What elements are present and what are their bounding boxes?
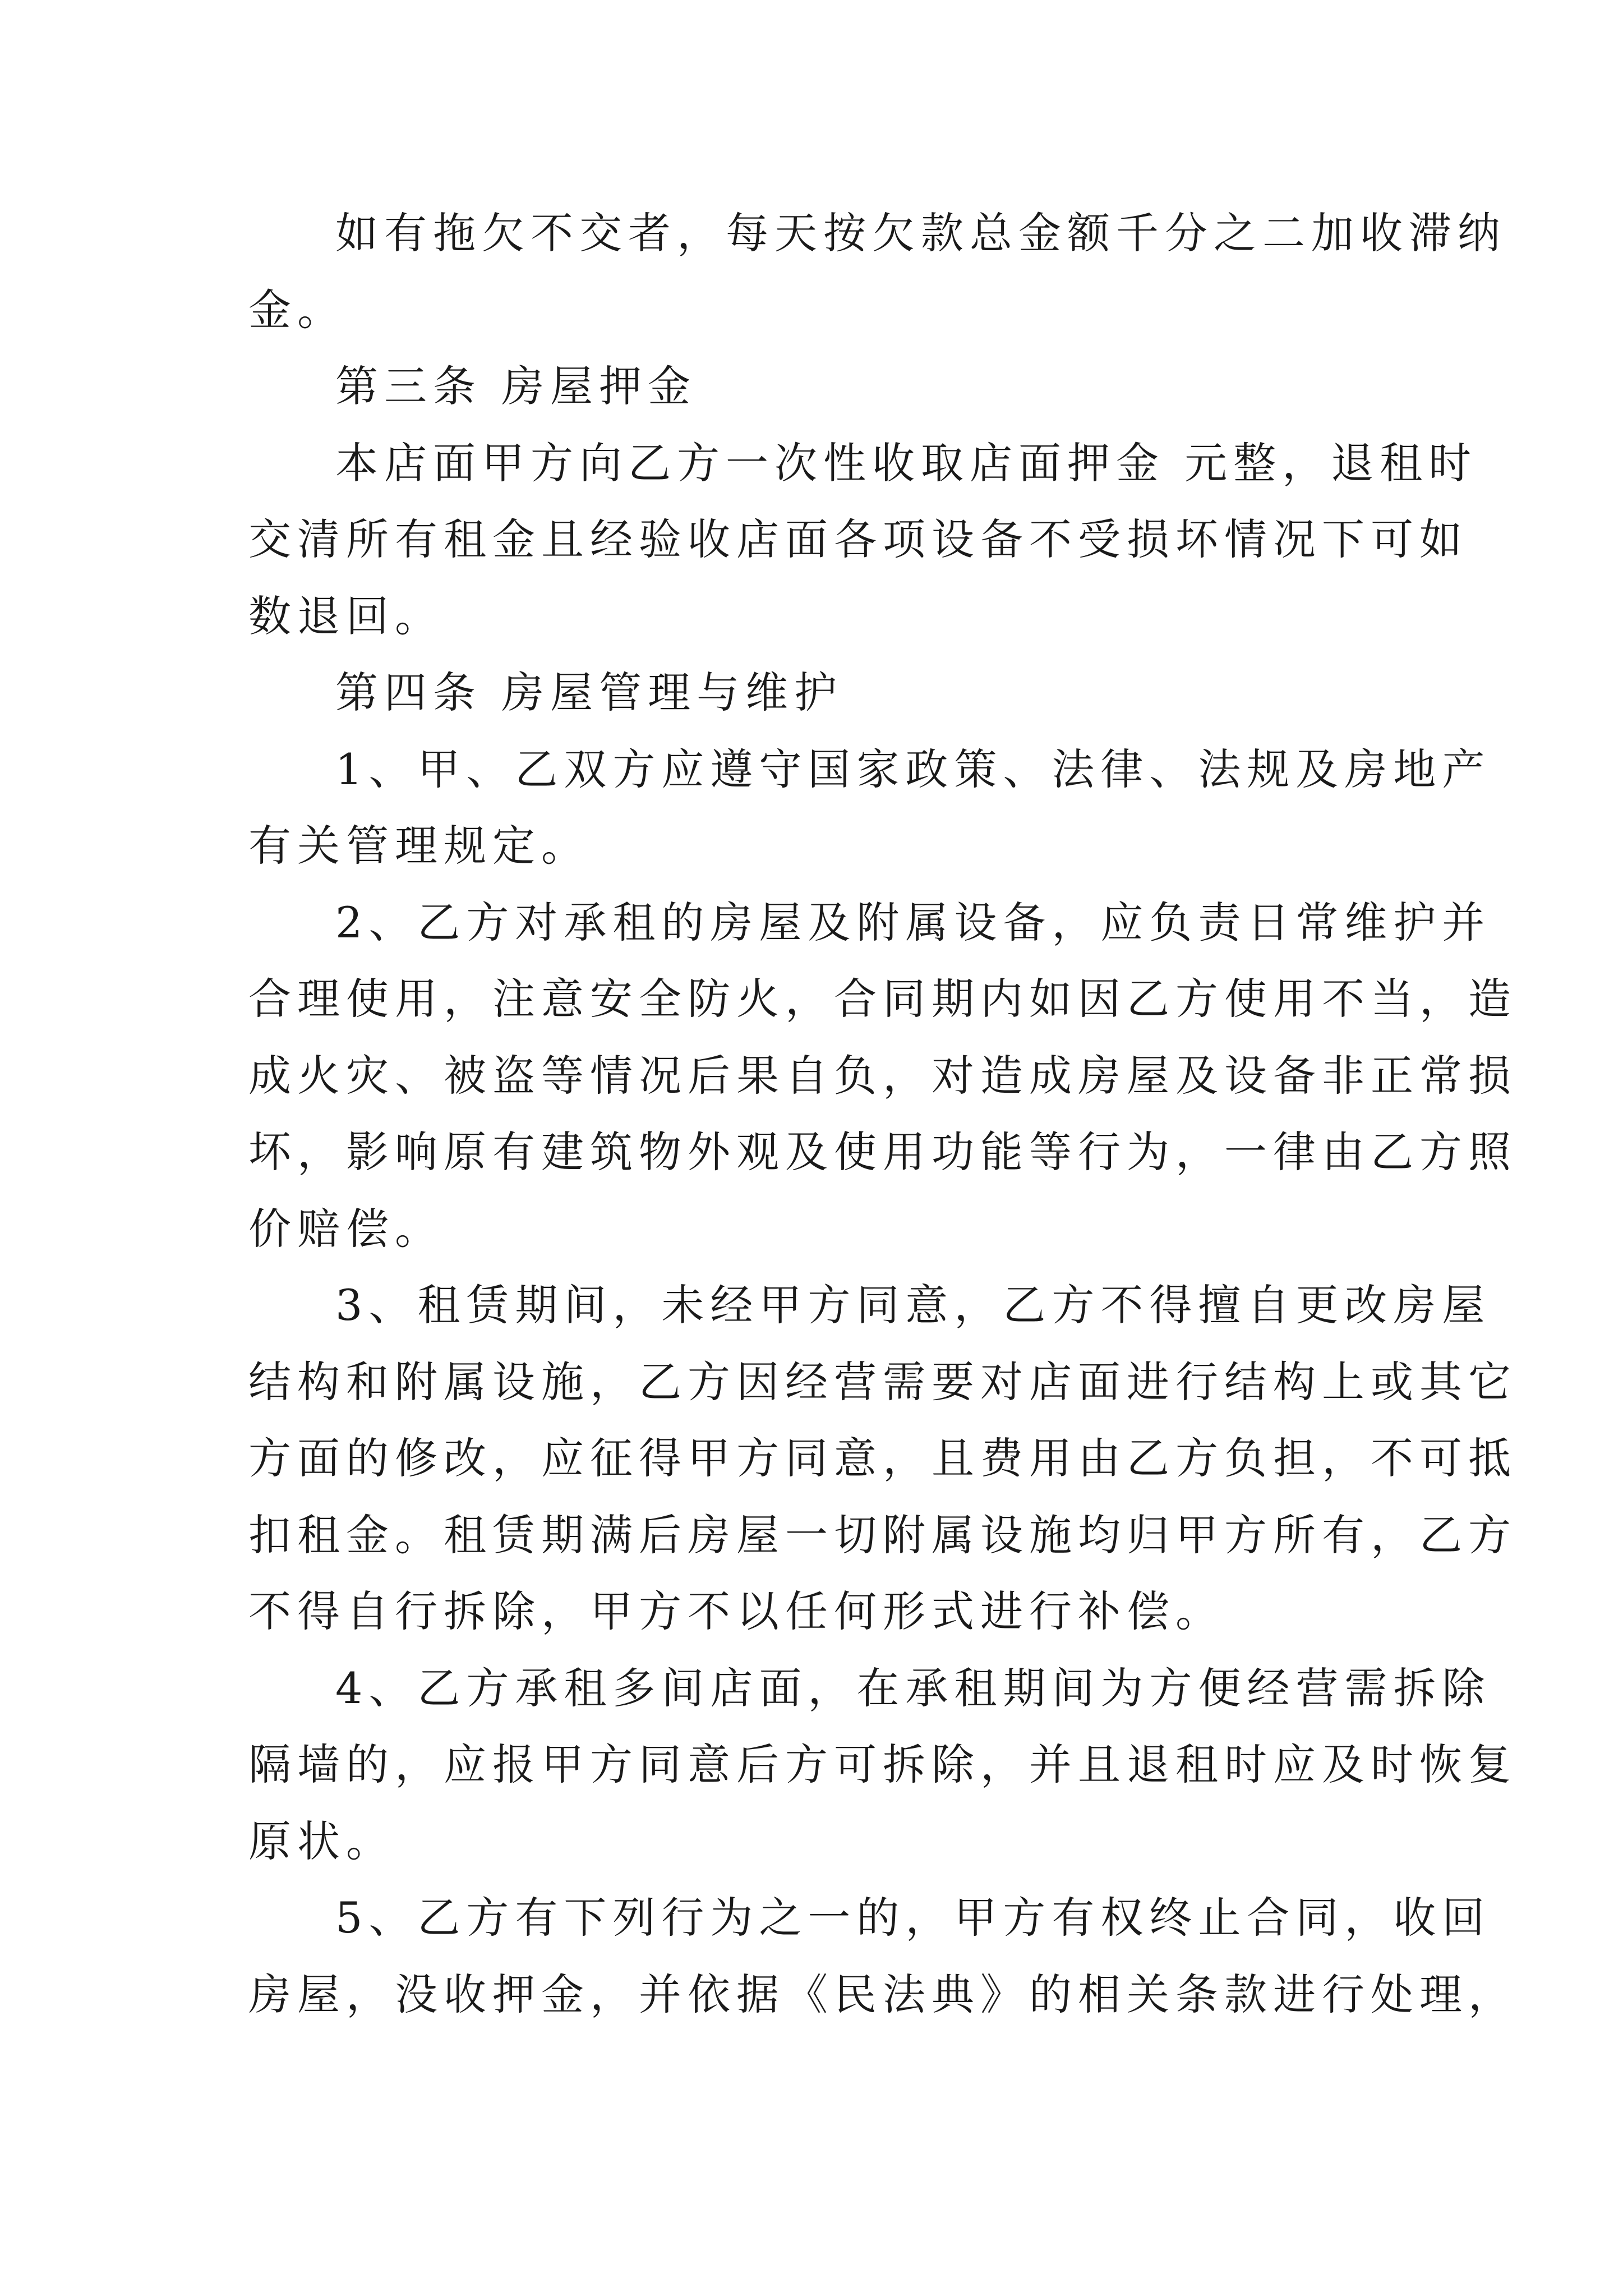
text-line: 有关管理规定。	[248, 821, 590, 871]
heading-article-4	[248, 668, 1387, 748]
document-body	[248, 208, 1517, 2050]
text-line: 数退回。	[248, 591, 444, 641]
article-heading: 第四条 房屋管理与维护	[335, 668, 843, 717]
text-line: 1、甲、乙双方应遵守国家政策、法律、法规及房地产	[335, 744, 1491, 794]
text-line: 3、租赁期间，未经甲方同意，乙方不得擅自更改房屋	[335, 1280, 1491, 1330]
text-line: 4、乙方承租多间店面，在承租期间为方便经营需拆除	[335, 1663, 1491, 1713]
clause-3	[248, 1280, 1517, 1667]
text-line: 隔墙的，应报甲方同意后方可拆除，并且退租时应及时恢复	[248, 1740, 1517, 1789]
text-line: 本店面甲方向乙方一次性收取店面押金 元整，退租时	[335, 438, 1478, 488]
text-line: 5、乙方有下列行为之一的，甲方有权终止合同，收回	[335, 1893, 1491, 1943]
clause-5	[248, 1893, 1517, 2050]
text-line: 坏，影响原有建筑物外观及使用功能等行为，一律由乙方照	[248, 1127, 1517, 1177]
text-line: 方面的修改，应征得甲方同意，且费用由乙方负担，不可抵	[248, 1433, 1517, 1483]
text-line: 2、乙方对承租的房屋及附属设备，应负责日常维护并	[335, 897, 1491, 947]
text-line: 不得自行拆除，甲方不以任何形式进行补偿。	[248, 1586, 1224, 1636]
text-line: 原状。	[248, 1816, 395, 1866]
text-line: 交清所有租金且经验收店面各项设备不受损坏情况下可如	[248, 514, 1468, 564]
text-line: 价赔偿。	[248, 1203, 444, 1254]
text-line: 扣租金。租赁期满后房屋一切附属设施均归甲方所有，乙方	[248, 1510, 1517, 1560]
text-line: 房屋，没收押金，并依据《民法典》的相关条款进行处理，	[248, 1969, 1517, 2019]
text-line: 结构和附属设施，乙方因经营需要对店面进行结构上或其它	[248, 1356, 1517, 1407]
clause-4	[248, 1663, 1517, 1897]
heading-article-3	[248, 361, 1387, 442]
article-heading: 第三条 房屋押金	[335, 361, 697, 411]
clause-2	[248, 897, 1517, 1285]
text-line: 成火灾、被盗等情况后果自负，对造成房屋及设备非正常损	[248, 1050, 1517, 1101]
text-line: 合理使用，注意安全防火，合同期内如因乙方使用不当，造	[248, 974, 1517, 1024]
paragraph-deposit	[248, 438, 1478, 672]
clause-1	[248, 744, 1491, 901]
paragraph-late-fee	[248, 208, 1506, 365]
text-line: 如有拖欠不交者，每天按欠款总金额千分之二加收滞纳	[335, 208, 1506, 258]
text-line: 金。	[248, 284, 346, 335]
